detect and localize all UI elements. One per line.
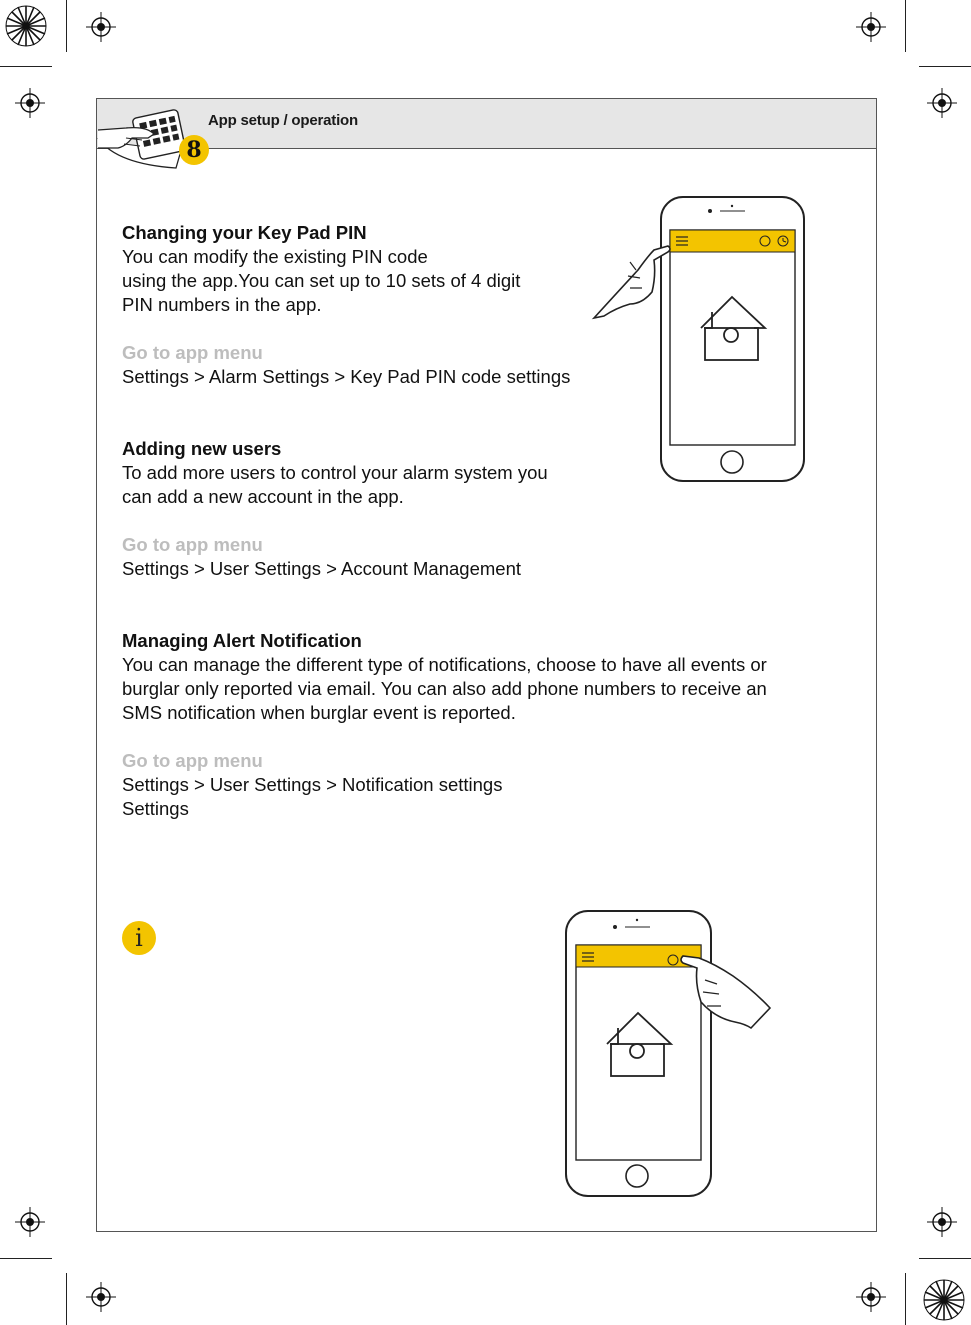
trim-line [919,66,971,67]
trim-line [66,1273,67,1325]
chapter-number-badge: 8 [179,135,209,165]
info-icon: i [122,921,156,955]
section-body-line: You can manage the different type of notifications, choose to have all events or [122,654,767,675]
page-title: App setup / operation [208,112,358,129]
pointing-hand-icon [594,246,670,318]
trim-line [66,0,67,52]
section-body-line: To add more users to control your alarm system you [122,462,548,483]
trim-line [0,1258,52,1259]
phone-screen [670,230,795,445]
phone-menu-illustration [590,196,810,486]
menu-label: Go to app menu [122,750,263,771]
corner-starburst-icon [4,4,48,48]
section-body-line: PIN numbers in the app. [122,294,322,315]
section-body-line: can add a new account in the app. [122,486,404,507]
section-heading: Changing your Key Pad PIN [122,222,367,243]
registration-mark-icon [856,1282,886,1312]
registration-mark-icon [15,88,45,118]
trim-line [905,0,906,52]
section-body-line: burglar only reported via email. You can also add phone numbers to receive an [122,678,767,699]
menu-label: Go to app menu [122,342,263,363]
trim-line [0,66,52,67]
corner-starburst-icon [922,1278,966,1322]
registration-mark-icon [927,88,957,118]
menu-path: Settings > User Settings > Notification settings [122,774,503,795]
registration-mark-icon [86,1282,116,1312]
registration-mark-icon [927,1207,957,1237]
registration-mark-icon [856,12,886,42]
trim-line [905,1273,906,1325]
phone-help-illustration [565,910,775,1202]
section-body-line: using the app.You can set up to 10 sets of 4 digit [122,270,521,291]
section-heading: Managing Alert Notification [122,630,362,651]
trim-line [919,1258,971,1259]
section-body-line: SMS notification when burglar event is reported. [122,702,516,723]
menu-label: Go to app menu [122,534,263,555]
menu-path: Settings > Alarm Settings > Key Pad PIN code settings [122,366,571,387]
registration-mark-icon [15,1207,45,1237]
app-top-bar [670,230,795,252]
registration-mark-icon [86,12,116,42]
menu-path: Settings > User Settings > Account Management [122,558,522,579]
section-body-line: You can modify the existing PIN code [122,246,428,267]
menu-path: Settings [122,798,189,819]
section-heading: Adding new users [122,438,282,459]
phone-screen [576,945,701,1160]
